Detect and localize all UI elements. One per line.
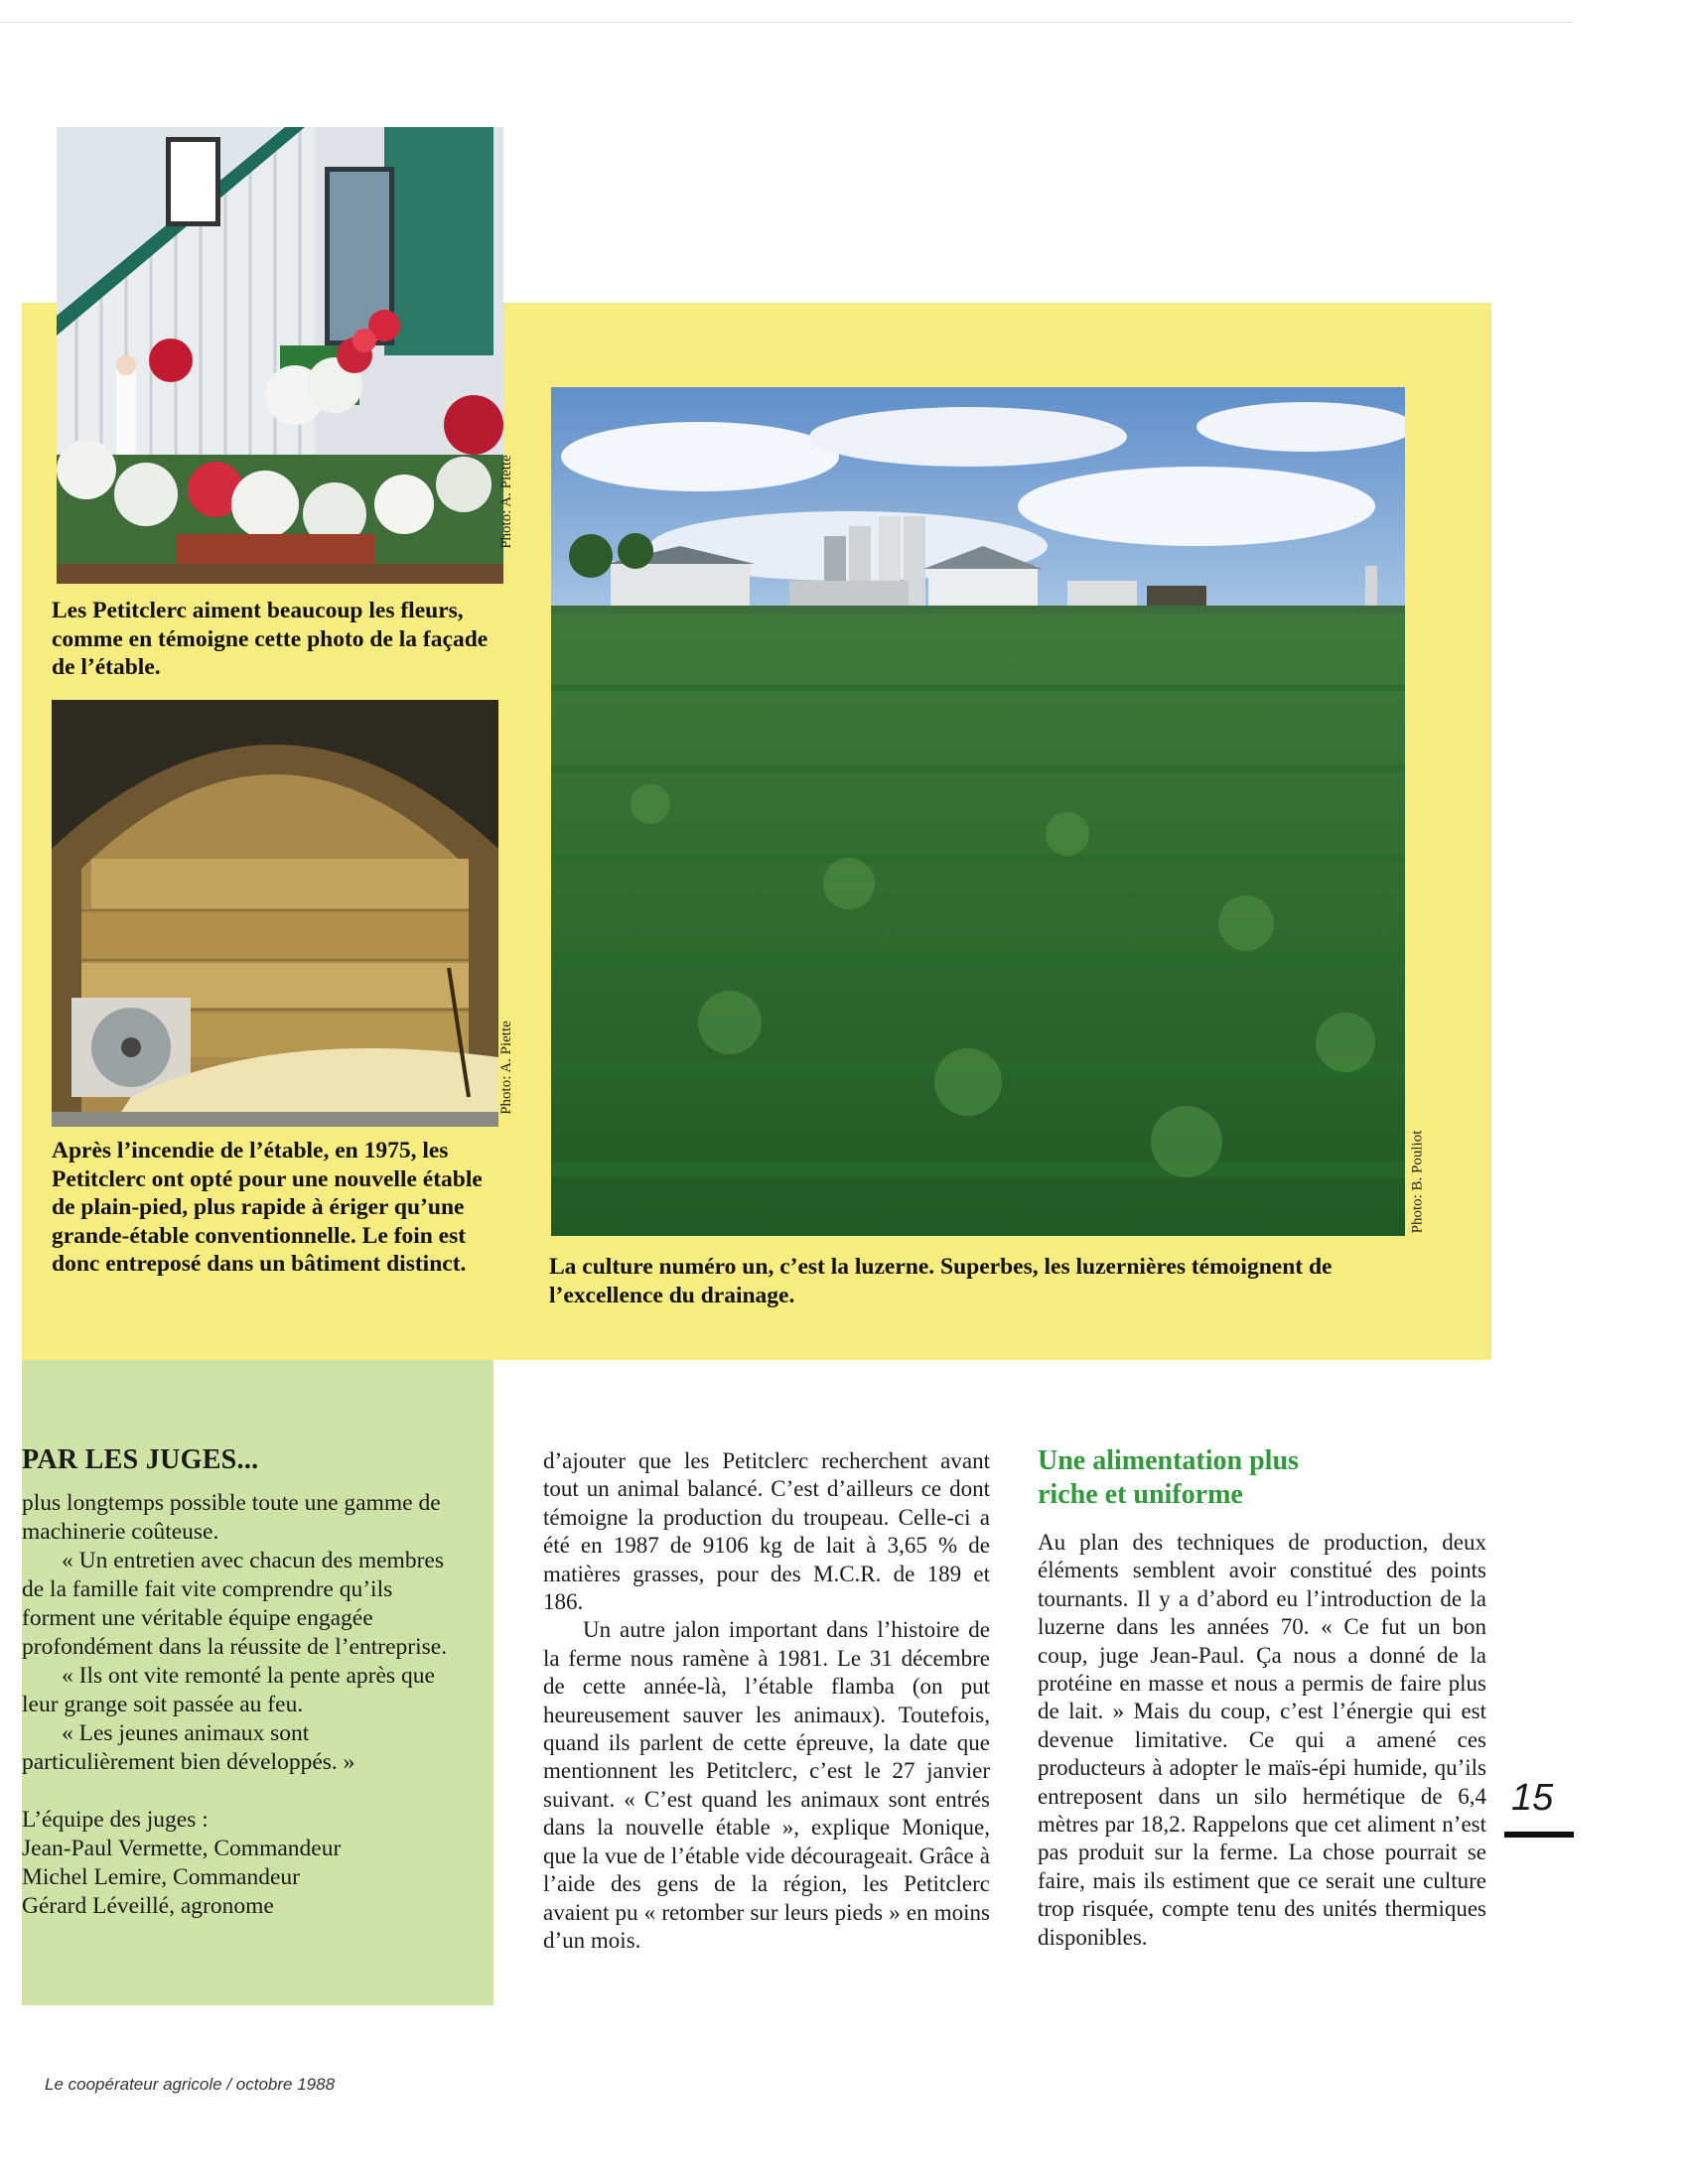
sidebar-paragraph: « Les jeunes animaux sont particulièrement bien développés. » [22,1720,355,1775]
article-column-3 [1038,1529,1486,1952]
flowers-photo-caption: Les Petitclerc aiment beaucoup les fleurs, comme en témoigne cette photo de la façade de l’étable. [52,598,489,680]
article-paragraph: d’ajouter que les Petitclerc recherchent avant tout un animal balancé. C’est d’ailleurs ce dont témoigne la production du troupeau. Celle-ci a été en 1987 de 9106 kg de lait à 3,65 % de matières grasses, pour des M.C.R. de 189 et 186. [543,1448,990,1615]
judges-label: L’équipe des juges : [22,1807,209,1833]
judge-name: Gérard Léveillé, agronome [22,1893,274,1919]
judge-name: Jean-Paul Vermette, Commandeur [22,1836,342,1861]
page-number: 15 [1511,1777,1554,1819]
page-number-rule [1504,1832,1574,1838]
alfalfa-field-photo [551,387,1405,1236]
top-rule [0,22,1574,23]
sidebar-paragraph: « Un entretien avec chacun des membres de la famille fait vite comprendre qu’ils forment une véritable équipe engagée profondément dans la réussite de l’entreprise. [22,1548,448,1660]
photo-credit: Photo: A. Piette [497,454,514,549]
field-photo-caption: La culture numéro un, c’est la luzerne. Superbes, les luzernières témoignent de l’excellence du drainage. [549,1254,1333,1308]
photo-credit: Photo: A. Piette [497,1020,514,1115]
sidebar-text [22,1489,459,1921]
judge-name: Michel Lemire, Commandeur [22,1864,300,1890]
article-paragraph: Au plan des techniques de production, deux éléments semblent avoir constitué des points tournants. Il y a d’abord eu l’introduction de la luzerne dans les années 70. « Ce fut un bon coup, juge Jean-Paul. Ça nous a donné de la protéine en masse et nous a permis de faire plus de lait. » Mais du coup, c’est l’énergie qui est devenue limitative. Ce qui a amené ces producteurs à adopter le maïs-épi humide, qu’ils entreposent dans un silo hermétique de 6,4 mètres par 18,2. Rappelons que cet aliment n’est pas produit sur la ferme. La chose pourrait se faire, mais ils estiment que ce serait une culture trop risquée, compte tenu des unités thermiques disponibles. [1038,1530,1486,1950]
article-column-2 [543,1447,990,1955]
footer-publication: Le coopérateur agricole / octobre 1988 [45,2075,336,2094]
sidebar-paragraph: « Ils ont vite remonté la pente après que leur grange soit passée au feu. [22,1663,435,1717]
hay-photo-caption: Après l’incendie de l’étable, en 1975, les Petitclerc ont opté pour une nouvelle étable de plain-pied, plus rapide à ériger qu’une grande-étable conventionnelle. Le foin est donc entreposé dans un bâtiment distinct. [52,1138,483,1277]
photo-credit: Photo: B. Pouliot [1409,1130,1426,1233]
article-paragraph: Un autre jalon important dans l’histoire de la ferme nous ramène à 1981. Le 31 décembre de cette année-là, l’étable flamba (on put heureusement sauver les animaux). Toutefois, quand ils parlent de cette épreuve, la date que mentionnent les Petitclerc, c’est le 27 janvier suivant. « C’est quand les animaux sont entrés dans la nouvelle étable », explique Monique, que la vue de l’étable vide décourageait. Grâce à l’aide des gens de la région, les Petitclerc avaient pu « retomber sur leurs pieds » en moins d’un mois. [543,1617,990,1953]
sidebar-title: PAR LES JUGES... [22,1444,259,1475]
sidebar-paragraph: plus longtemps possible toute une gamme de machinerie coûteuse. [22,1490,441,1545]
section-heading: Une alimentation plus riche et uniforme [1038,1445,1299,1510]
